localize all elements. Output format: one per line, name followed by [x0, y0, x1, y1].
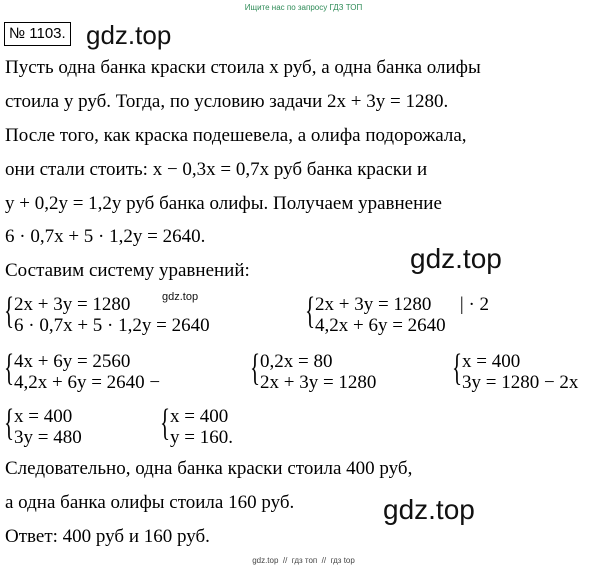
- text-line-8: Следовательно, одна банка краски стоила 400 руб,: [5, 458, 413, 479]
- system-5-row-2: 3y = 1280 − 2x: [462, 372, 579, 393]
- text-line-4: они стали стоить: x − 0,3x = 0,7x руб банка краски и: [5, 159, 428, 180]
- system-4-row-1: 0,2x = 80: [260, 351, 333, 372]
- system-1-row-1: 2x + 3y = 1280: [14, 294, 131, 315]
- answer-line: Ответ: 400 руб и 160 руб.: [5, 526, 210, 547]
- watermark-bottom: gdz.top: [383, 494, 475, 525]
- text-line-5: y + 0,2y = 1,2y руб банка олифы. Получаем уравнение: [5, 193, 442, 214]
- brace-icon: {: [305, 290, 316, 332]
- text-line-6: 6 · 0,7x + 5 · 1,2y = 2640.: [5, 226, 206, 247]
- text-line-3: После того, как краска подешевела, а олифа подорожала,: [5, 125, 467, 146]
- system-4-row-2: 2x + 3y = 1280: [260, 372, 377, 393]
- system-7-row-1: x = 400: [170, 406, 229, 427]
- brace-icon: {: [4, 347, 15, 389]
- task-number: № 1103.: [4, 22, 71, 46]
- text-line-9: а одна банка олифы стоила 160 руб.: [5, 492, 295, 513]
- watermark-mid: gdz.top: [410, 243, 502, 274]
- footer: gdz.top // гдз топ // гдз top: [252, 556, 355, 565]
- system-5-row-1: x = 400: [462, 351, 521, 372]
- text-line-1: Пусть одна банка краски стоила x руб, а одна банка олифы: [5, 57, 481, 78]
- system-7-row-2: y = 160.: [170, 427, 233, 448]
- brace-icon: {: [160, 402, 171, 444]
- brace-icon: {: [250, 347, 261, 389]
- watermark-small: gdz.top: [162, 291, 199, 303]
- system-6-row-2: 3y = 480: [14, 427, 82, 448]
- brace-icon: {: [4, 402, 15, 444]
- system-3-row-2: 4,2x + 6y = 2640 −: [14, 372, 161, 393]
- system-3-row-1: 4x + 6y = 2560: [14, 351, 131, 372]
- search-note: Ищите нас по запросу ГДЗ ТОП: [244, 3, 363, 12]
- text-line-7: Составим систему уравнений:: [5, 260, 250, 281]
- system-6-row-1: x = 400: [14, 406, 73, 427]
- brace-icon: {: [4, 290, 15, 332]
- system-2-row-2: 4,2x + 6y = 2640: [315, 315, 446, 336]
- text-line-2: стоила y руб. Тогда, по условию задачи 2x + 3y = 1280.: [5, 91, 449, 112]
- brace-icon: {: [452, 347, 463, 389]
- watermark-top: gdz.top: [86, 20, 172, 50]
- system-2-row-1: 2x + 3y = 1280 | · 2: [315, 294, 490, 315]
- system-1-row-2: 6 · 0,7x + 5 · 1,2y = 2640: [14, 315, 210, 336]
